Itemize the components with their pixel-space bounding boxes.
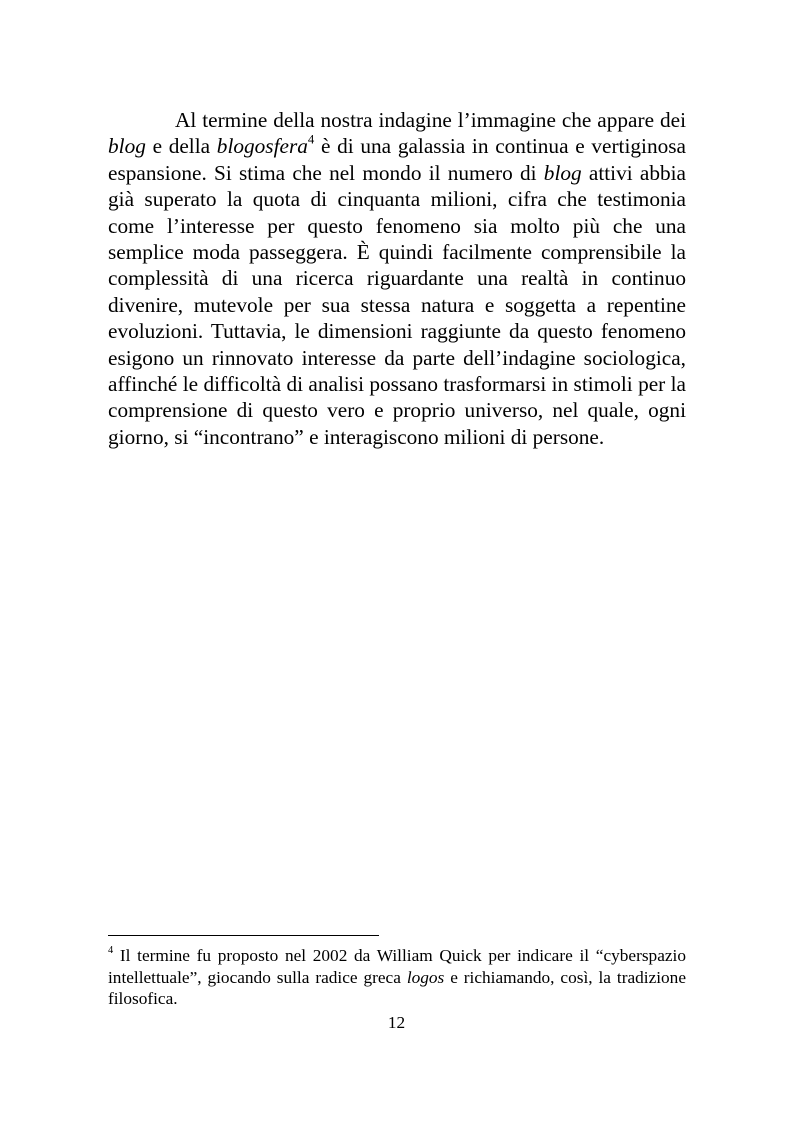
footnote-text-2: e richiamando, così, la tradizione filosofica.	[108, 967, 686, 1008]
footnote-reference[interactable]: 4	[307, 132, 315, 147]
footnote-divider	[108, 935, 379, 936]
footnote-text-1: Il termine fu proposto nel 2002 da William Quick per indicare il “cyberspazio intellettuale”, giocando sulla radice greca	[108, 946, 686, 987]
page-number: 12	[387, 1013, 406, 1032]
footnote	[108, 945, 686, 1010]
body-text-2: e della	[145, 134, 217, 159]
footnote-number: 4	[108, 945, 114, 957]
footnote-term-logos: logos	[406, 967, 445, 987]
term-blogosfera: blogosfera	[216, 134, 308, 159]
body-paragraph	[108, 107, 686, 450]
term-blog-1: blog	[108, 134, 146, 159]
body-text-4: attivi abbia già superato la quota di cinquanta milioni, cifra che testimonia come l’interesse per questo fenomeno sia molto più che una semplice moda passeggera. È quindi facilmente comprensibile la complessità di una ricerca riguardante una realtà in continuo divenire, mutevole per sua stessa natura e soggetta a repentine evoluzioni. Tuttavia, le dimensioni raggiunte da questo fenomeno esigono un rinnovato interesse da parte dell’indagine sociologica, affinché le difficoltà di analisi possano trasformarsi in stimoli per la comprensione di questo vero e proprio universo, nel quale, ogni giorno, si “incontrano” e interagiscono milioni di persone.	[108, 160, 686, 449]
body-text-1: Al termine della nostra indagine l’immagine che appare dei	[175, 108, 686, 132]
body-text-3: è di una galassia in continua e vertiginosa espansione. Si stima che nel mondo il numero di	[108, 134, 686, 185]
term-blog-2: blog	[543, 160, 582, 185]
